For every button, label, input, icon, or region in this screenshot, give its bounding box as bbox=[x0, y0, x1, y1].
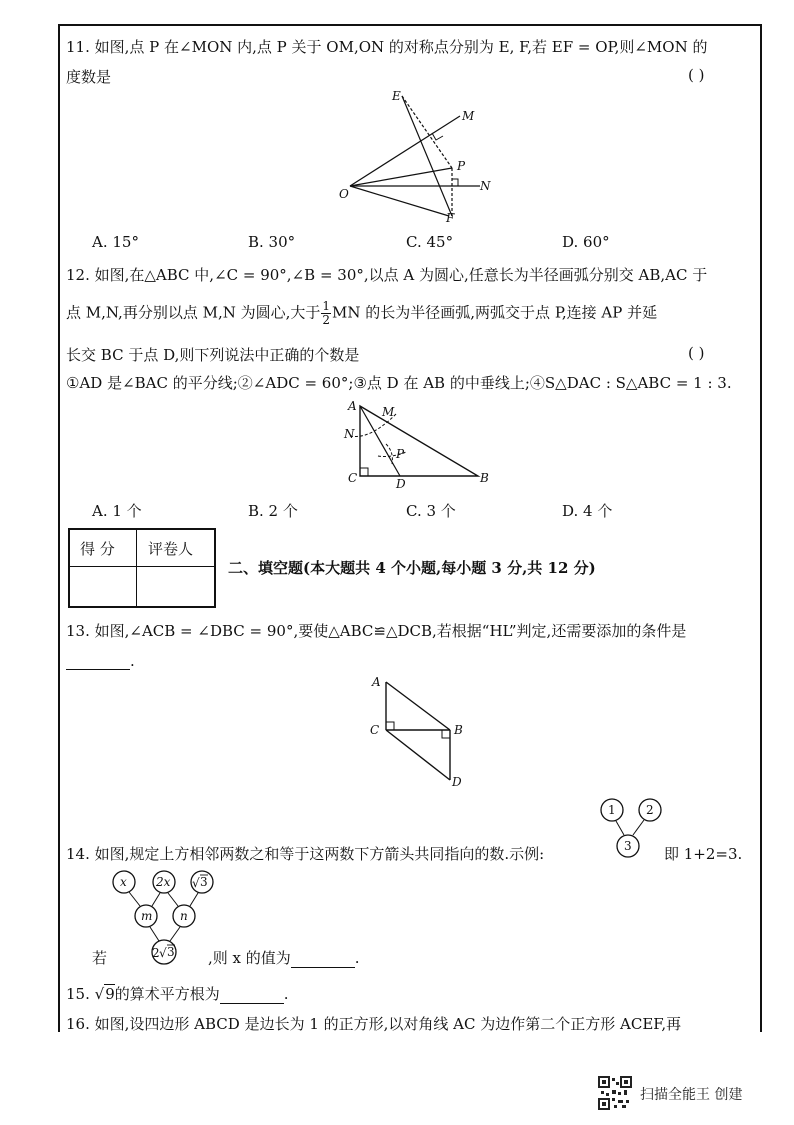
q13-label-D: D bbox=[452, 775, 462, 789]
q13-line2 bbox=[66, 652, 135, 670]
q14-tree-sqrt-sign: √ bbox=[192, 876, 200, 890]
q11-label-F: F bbox=[446, 211, 455, 225]
q12-option-a: A. 1 个 bbox=[92, 502, 142, 520]
q11-label-E: E bbox=[392, 89, 401, 103]
q14-tree-figure bbox=[104, 866, 224, 970]
q14-example-top-left: 1 bbox=[608, 803, 616, 817]
q11-label-N: N bbox=[480, 179, 491, 193]
q12-line1: 12. 如图,在△ABC 中,∠C = 90°,∠B = 30°,以点 A 为圆心,任意长为半径画弧分别交 AB,AC 于 bbox=[66, 266, 708, 284]
q15-number: 15. bbox=[66, 985, 95, 1003]
q12-label-D: D bbox=[396, 477, 406, 488]
q11-answer-paren: ( ) bbox=[688, 66, 705, 84]
q11-line2: 度数是 bbox=[66, 68, 112, 86]
q11-figure bbox=[330, 86, 500, 226]
q12-line2 bbox=[66, 300, 657, 327]
q15-text: 的算术平方根为 bbox=[114, 985, 220, 1003]
q11-option-d: D. 60° bbox=[562, 233, 610, 251]
q12-fraction bbox=[321, 300, 331, 327]
score-table-divider-h bbox=[70, 566, 214, 567]
q12-line2-before: 点 M,N,再分别以点 M,N 为圆心,大于 bbox=[66, 303, 321, 322]
q13-line2-end: . bbox=[130, 652, 135, 670]
q12-label-B: B bbox=[480, 471, 489, 485]
q14-then-line bbox=[208, 947, 360, 968]
q12-frac-den: 2 bbox=[322, 313, 331, 327]
q13-answer-blank[interactable] bbox=[66, 655, 130, 670]
q13-figure bbox=[360, 668, 480, 794]
q14-line1: 14. 如图,规定上方相邻两数之和等于这两数下方箭头共同指向的数.示例: bbox=[66, 845, 545, 863]
q11-label-M: M bbox=[462, 109, 475, 123]
q12-answer-paren: ( ) bbox=[688, 344, 705, 362]
q15-answer-blank[interactable] bbox=[220, 989, 284, 1004]
q14-tree-n: n bbox=[180, 909, 188, 923]
score-table-header-grader: 评卷人 bbox=[148, 540, 194, 558]
q14-tree-bottom-sqrt-sign: √ bbox=[159, 946, 167, 960]
q12-label-A: A bbox=[348, 399, 357, 413]
q12-option-b: B. 2 个 bbox=[248, 502, 298, 520]
q11-label-O: O bbox=[339, 187, 349, 201]
q14-example-text: 即 1+2=3. bbox=[664, 845, 743, 863]
q14-end: . bbox=[354, 949, 360, 967]
q14-tree-m: m bbox=[141, 909, 153, 923]
q11-option-a: A. 15° bbox=[92, 233, 139, 251]
q15-sqrt-content: 9 bbox=[105, 985, 115, 1003]
q15-end: . bbox=[283, 985, 289, 1003]
q13-line1: 13. 如图,∠ACB = ∠DBC = 90°,要使△ABC≌△DCB,若根据“HL”判定,还需要添加的条件是 bbox=[66, 622, 687, 640]
q12-option-d: D. 4 个 bbox=[562, 502, 613, 520]
q12-label-P: P bbox=[396, 447, 405, 461]
q13-label-C: C bbox=[370, 723, 380, 737]
footer-watermark: 扫描全能王 创建 bbox=[640, 1087, 743, 1103]
q11-label-P: P bbox=[457, 159, 466, 173]
q14-if-text: 若 bbox=[92, 949, 108, 967]
q15-line bbox=[66, 983, 289, 1004]
q15-sqrt-sign: √ bbox=[94, 985, 105, 1003]
q12-option-c: C. 3 个 bbox=[406, 502, 456, 520]
q13-label-A: A bbox=[372, 675, 381, 689]
q14-answer-blank[interactable] bbox=[291, 953, 355, 968]
q14-tree-bottom-coef: 2 bbox=[152, 946, 160, 960]
q16-line1: 16. 如图,设四边形 ABCD 是边长为 1 的正方形,以对角线 AC 为边作第二个正方形 ACEF,再 bbox=[66, 1015, 682, 1033]
q12-figure bbox=[340, 396, 500, 488]
score-table-header-score: 得 分 bbox=[80, 540, 115, 558]
q14-example-bottom: 3 bbox=[624, 839, 632, 853]
q12-line3: 长交 BC 于点 D,则下列说法中正确的个数是 bbox=[66, 346, 360, 364]
q14-tree-sqrt3: 3 bbox=[200, 875, 208, 889]
q12-line2-after: MN 的长为半径画弧,两弧交于点 P,连接 AP 并延 bbox=[332, 303, 658, 322]
qr-code-icon bbox=[598, 1076, 632, 1110]
q13-label-B: B bbox=[454, 723, 463, 737]
score-table bbox=[68, 528, 216, 608]
q14-example-top-right: 2 bbox=[646, 803, 654, 817]
q11-option-b: B. 30° bbox=[248, 233, 296, 251]
q14-tree-x: x bbox=[120, 875, 127, 889]
q12-label-C: C bbox=[348, 471, 358, 485]
q14-tree-2x: 2x bbox=[156, 875, 171, 889]
q12-statements: ①AD 是∠BAC 的平分线;②∠ADC = 60°;③点 D 在 AB 的中垂线上;④S△DAC : S△ABC = 1 : 3. bbox=[66, 374, 732, 392]
q14-tree-bottom-sqrt: 3 bbox=[167, 945, 175, 959]
score-table-divider-v bbox=[136, 530, 137, 606]
q11-option-c: C. 45° bbox=[406, 233, 454, 251]
section-2-heading: 二、填空题(本大题共 4 个小题,每小题 3 分,共 12 分) bbox=[228, 559, 596, 577]
q11-line1: 11. 如图,点 P 在∠MON 内,点 P 关于 OM,ON 的对称点分别为 E, F,若 EF = OP,则∠MON 的 bbox=[66, 38, 708, 56]
q14-then-text: ,则 x 的值为 bbox=[208, 949, 291, 967]
q12-frac-num: 1 bbox=[322, 299, 331, 313]
q12-label-M: M bbox=[382, 405, 395, 419]
q12-label-N: N bbox=[344, 427, 355, 441]
